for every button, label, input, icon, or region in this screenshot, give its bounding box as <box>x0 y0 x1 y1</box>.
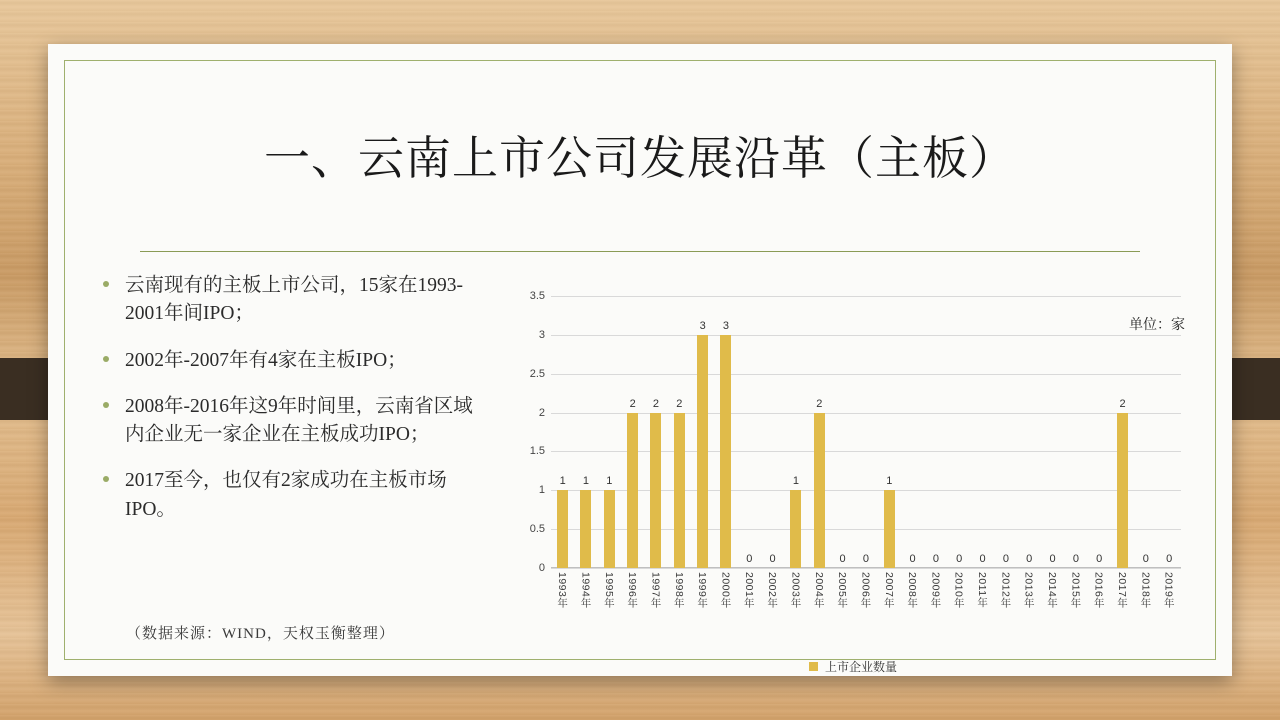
chart-bar-value-label: 0 <box>1002 553 1009 565</box>
chart-x-tick-label: 1997年 <box>649 572 662 609</box>
chart-bar-value-label: 0 <box>1026 553 1033 565</box>
chart-bar-slot <box>831 296 854 568</box>
chart-x-label-slot <box>668 572 691 652</box>
chart-bar-value-label: 3 <box>699 319 706 332</box>
chart-x-tick-label: 2002年 <box>766 572 779 609</box>
chart-x-label-slot <box>621 572 644 652</box>
chart-y-tick-label: 2.5 <box>529 367 545 380</box>
chart-y-tick-label: 2 <box>538 406 545 419</box>
chart-x-tick-label: 2005年 <box>836 572 849 609</box>
chart-bar-slot <box>1088 296 1111 568</box>
chart-x-label-slot <box>901 572 924 652</box>
list-item <box>93 272 483 329</box>
chart-x-label-slot <box>808 572 831 652</box>
chart-x-tick-label: 2014年 <box>1046 572 1059 609</box>
chart-bar <box>650 413 661 568</box>
chart-x-tick-label: 2004年 <box>812 572 825 609</box>
presentation-slide <box>48 44 1232 676</box>
chart-x-tick-label: 1996年 <box>626 572 639 609</box>
chart-bar-value-label: 1 <box>559 475 566 488</box>
legend-label: 上市企业数量 <box>824 660 897 674</box>
chart-x-label-slot <box>924 572 947 652</box>
chart-bar <box>580 490 591 568</box>
chart-bar-slot <box>808 296 831 568</box>
list-item <box>93 347 483 375</box>
list-item <box>93 467 483 524</box>
chart-x-tick-label: 2000年 <box>719 572 732 609</box>
chart-bar-slot <box>738 296 761 568</box>
chart-bar-slot <box>644 296 667 568</box>
chart-x-label-slot <box>1018 572 1041 652</box>
bullet-text: 2002年-2007年有4家在主板IPO； <box>125 349 407 371</box>
chart-x-label-slot <box>598 572 621 652</box>
bullet-text: 2017至今，也仅有2家成功在主板市场IPO。 <box>125 470 447 520</box>
chart-bar-slot <box>1041 296 1064 568</box>
chart-x-label-slot <box>644 572 667 652</box>
chart-bar-value-label: 0 <box>909 553 916 565</box>
chart-x-label-slot <box>878 572 901 652</box>
chart-x-tick-label: 2007年 <box>882 572 895 609</box>
chart-x-label-slot <box>1041 572 1064 652</box>
chart-bar-value-label: 0 <box>1142 553 1149 565</box>
chart-bar-value-label: 1 <box>606 475 613 488</box>
page-title: 一、云南上市公司发展沿革（主板） <box>264 133 1016 184</box>
chart-x-tick-label: 1993年 <box>556 572 569 609</box>
chart-x-label-slot <box>738 572 761 652</box>
chart-x-label-slot <box>1088 572 1111 652</box>
chart-x-tick-label: 2017年 <box>1116 572 1129 609</box>
chart-x-label-slot <box>691 572 714 652</box>
chart-legend <box>503 658 1203 675</box>
chart-x-tick-label: 2016年 <box>1092 572 1105 609</box>
chart-x-tick-label: 1995年 <box>602 572 615 609</box>
chart-x-label-slot <box>831 572 854 652</box>
chart-bar-value-label: 0 <box>932 553 939 565</box>
chart-bar-value-label: 0 <box>1166 553 1173 565</box>
chart-x-tick-label: 2015年 <box>1069 572 1082 609</box>
chart-x-tick-label: 2001年 <box>742 572 755 609</box>
chart-x-label-slot <box>574 572 597 652</box>
chart-x-tick-label: 2013年 <box>1022 572 1035 609</box>
chart-bar-slot <box>1158 296 1181 568</box>
chart-bar-slot <box>668 296 691 568</box>
chart-bar-slot <box>691 296 714 568</box>
chart-y-tick-label: 0.5 <box>529 523 545 536</box>
chart-x-label-slot <box>1064 572 1087 652</box>
chart-bar-value-label: 1 <box>886 475 893 488</box>
chart-bar <box>720 335 731 568</box>
chart-x-tick-label: 2006年 <box>859 572 872 609</box>
chart-bar-slot <box>878 296 901 568</box>
chart-x-tick-label: 2008年 <box>906 572 919 609</box>
chart-bar-value-label: 2 <box>676 397 683 410</box>
chart-x-tick-label: 1999年 <box>696 572 709 609</box>
chart-bar-slot <box>971 296 994 568</box>
chart-bar-value-label: 2 <box>816 397 823 410</box>
bullet-dot-icon <box>103 476 109 482</box>
chart-x-tick-label: 2009年 <box>929 572 942 609</box>
chart-x-tick-label: 1998年 <box>672 572 685 609</box>
chart-x-label-slot <box>854 572 877 652</box>
chart-y-tick-label: 0 <box>538 562 545 574</box>
bullet-list <box>93 272 483 542</box>
chart-x-tick-label: 2019年 <box>1162 572 1175 609</box>
bar-chart <box>503 276 1203 676</box>
chart-bar-value-label: 1 <box>792 475 799 488</box>
chart-bar-value-label: 0 <box>1072 553 1079 565</box>
chart-bar-value-label: 2 <box>629 397 636 410</box>
chart-x-tick-labels <box>551 572 1181 652</box>
chart-bar <box>557 490 568 568</box>
legend-swatch-icon <box>809 662 818 671</box>
chart-bar-slot <box>574 296 597 568</box>
bullet-dot-icon <box>103 402 109 408</box>
chart-gridline <box>538 562 1181 574</box>
chart-x-tick-label: 2010年 <box>952 572 965 609</box>
chart-bar-slot <box>714 296 737 568</box>
chart-bar-slot <box>1018 296 1041 568</box>
chart-y-tick-label: 1.5 <box>529 445 545 458</box>
chart-x-label-slot <box>1111 572 1134 652</box>
chart-x-label-slot <box>551 572 574 652</box>
chart-bar <box>627 413 638 568</box>
chart-x-tick-label: 2012年 <box>999 572 1012 609</box>
chart-x-tick-label: 2011年 <box>976 572 989 608</box>
chart-bar-slot <box>598 296 621 568</box>
chart-bar-slot <box>948 296 971 568</box>
chart-bar <box>884 490 895 568</box>
chart-bar <box>814 413 825 568</box>
chart-bar-slot <box>854 296 877 568</box>
chart-x-label-slot <box>761 572 784 652</box>
chart-bar-slot <box>994 296 1017 568</box>
chart-bar-value-label: 0 <box>862 553 869 565</box>
chart-bar-value-label: 0 <box>746 553 753 565</box>
chart-bar-value-label: 0 <box>1049 553 1056 565</box>
chart-y-tick-label: 3 <box>538 328 545 341</box>
chart-bar-value-label: 0 <box>979 553 986 565</box>
chart-bar-slot <box>784 296 807 568</box>
chart-x-label-slot <box>994 572 1017 652</box>
chart-bar <box>697 335 708 568</box>
chart-x-label-slot <box>784 572 807 652</box>
chart-x-label-slot <box>971 572 994 652</box>
chart-bar-value-label: 1 <box>582 475 590 488</box>
chart-bar <box>604 490 615 568</box>
chart-y-tick-label: 3.5 <box>529 290 545 302</box>
chart-bar <box>674 413 685 568</box>
chart-bar-slot <box>901 296 924 568</box>
chart-bar-value-label: 0 <box>956 553 963 565</box>
chart-x-label-slot <box>1158 572 1181 652</box>
chart-bar-value-label: 0 <box>1096 553 1103 565</box>
chart-bar-value-label: 0 <box>769 553 776 565</box>
chart-x-label-slot <box>948 572 971 652</box>
chart-bar-slot <box>1134 296 1157 568</box>
chart-x-tick-label: 2003年 <box>789 572 802 609</box>
bullet-dot-icon <box>103 281 109 287</box>
chart-bar-slot <box>924 296 947 568</box>
chart-bar-value-label: 2 <box>1119 397 1126 410</box>
chart-bars <box>551 296 1181 568</box>
chart-y-tick-label: 1 <box>538 484 545 497</box>
chart-x-tick-label: 2018年 <box>1139 572 1152 609</box>
chart-unit-label: 单位：家 <box>1129 318 1185 333</box>
bullet-text: 2008年-2016年这9年时间里，云南省区域内企业无一家企业在主板成功IPO； <box>125 395 473 446</box>
source-note: （数据来源：WIND，天权玉衡整理） <box>126 626 395 642</box>
title-divider <box>140 251 1140 252</box>
chart-bar-value-label: 0 <box>839 553 846 565</box>
chart-bar <box>790 490 801 568</box>
chart-bar-slot <box>1111 296 1134 568</box>
chart-bar-slot <box>1064 296 1087 568</box>
chart-plot-area <box>529 290 1181 574</box>
chart-x-tick-label: 1994年 <box>579 572 592 609</box>
bullet-text: 云南现有的主板上市公司，15家在1993-2001年间IPO； <box>125 275 463 325</box>
chart-x-label-slot <box>714 572 737 652</box>
chart-bar <box>1117 413 1128 568</box>
list-item <box>93 393 483 450</box>
chart-bar-slot <box>761 296 784 568</box>
bullet-dot-icon <box>103 356 109 362</box>
chart-bar-value-label: 3 <box>722 319 730 332</box>
chart-bar-slot <box>551 296 574 568</box>
chart-bar-slot <box>621 296 644 568</box>
chart-x-label-slot <box>1134 572 1157 652</box>
chart-bar-value-label: 2 <box>652 397 660 410</box>
